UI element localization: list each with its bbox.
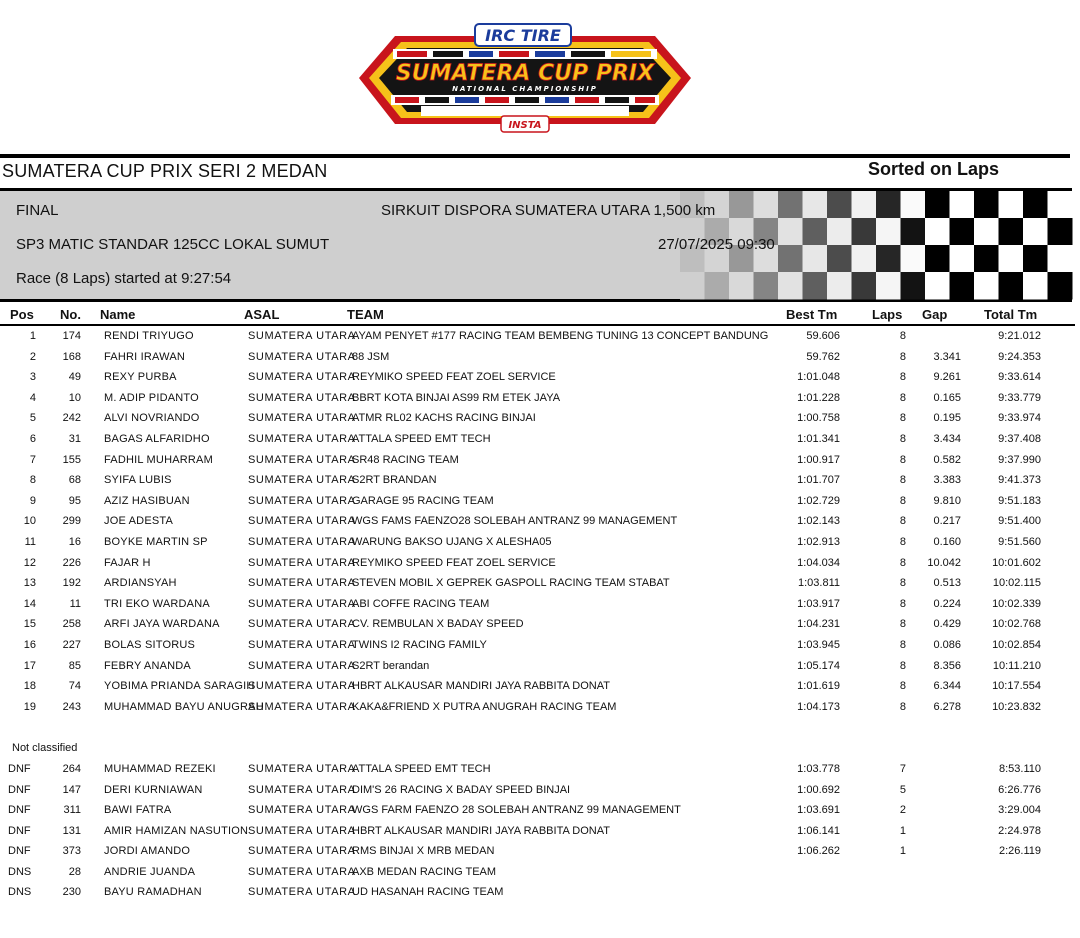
- total-time-cell: 9:33.974: [998, 412, 1041, 425]
- team-cell: DIM'S 26 RACING X BADAY SPEED BINJAI: [352, 783, 571, 796]
- laps-cell: 8: [899, 412, 906, 425]
- pos-cell: 4: [29, 391, 36, 404]
- name-cell: DERI KURNIAWAN: [104, 783, 203, 796]
- race-class: SP3 MATIC STANDAR 125CC LOKAL SUMUT: [16, 236, 330, 253]
- gap-cell: 0.086: [933, 639, 961, 651]
- asal-cell: SUMATERA UTARA: [248, 515, 356, 528]
- table-header-divider: [0, 324, 1075, 326]
- pos-cell: 18: [23, 680, 36, 693]
- sumatera-cup-prix-logo: [355, 22, 695, 134]
- best-time-cell: 1:01.619: [797, 680, 840, 693]
- asal-cell: SUMATERA UTARA: [248, 330, 356, 342]
- gap-cell: 0.195: [933, 412, 961, 425]
- gap-cell: 3.341: [933, 350, 961, 363]
- laps-cell: 7: [899, 763, 906, 775]
- table-row: [0, 327, 1080, 347]
- gap-cell: 0.582: [933, 453, 961, 466]
- pos-cell: DNF: [8, 804, 31, 816]
- pos-cell: DNF: [8, 845, 31, 857]
- total-time-cell: 9:21.012: [998, 330, 1041, 342]
- number-cell: 31: [68, 433, 81, 445]
- number-cell: 242: [62, 412, 81, 425]
- table-row: [0, 492, 1080, 512]
- pos-cell: 5: [29, 412, 36, 425]
- col-best: Best Tm: [786, 307, 838, 322]
- total-time-cell: 10:02.115: [992, 577, 1041, 590]
- pos-cell: 8: [29, 474, 36, 487]
- gap-cell: 6.344: [933, 680, 961, 693]
- team-cell: WGS FAMS FAENZO28 SOLEBAH ANTRANZ 99 MANAGEMENT: [352, 515, 678, 528]
- laps-cell: 2: [899, 804, 906, 816]
- gap-cell: 0.165: [933, 391, 961, 404]
- col-name: Name: [100, 307, 136, 322]
- asal-cell: SUMATERA UTARA: [248, 639, 356, 651]
- asal-cell: SUMATERA UTARA: [248, 783, 356, 796]
- table-row: [0, 595, 1080, 615]
- col-gap: Gap: [922, 307, 948, 322]
- gap-cell: 3.434: [933, 433, 961, 445]
- table-row: [0, 801, 1080, 821]
- laps-cell: 8: [899, 391, 906, 404]
- total-time-cell: 9:37.990: [998, 453, 1041, 466]
- name-cell: ARDIANSYAH: [104, 577, 177, 590]
- total-time-cell: 9:24.353: [998, 350, 1041, 363]
- pos-cell: 6: [29, 433, 36, 445]
- name-cell: M. ADIP PIDANTO: [104, 391, 199, 404]
- best-time-cell: 59.606: [806, 330, 840, 342]
- number-cell: 168: [62, 350, 81, 363]
- team-cell: BBRT KOTA BINJAI AS99 RM ETEK JAYA: [352, 391, 561, 404]
- logo-sponsor: INSTA: [508, 120, 542, 131]
- col-asal: ASAL: [244, 307, 280, 322]
- name-cell: AZIZ HASIBUAN: [104, 494, 190, 507]
- gap-cell: 8.356: [933, 659, 961, 672]
- table-row: [0, 533, 1080, 553]
- name-cell: YOBIMA PRIANDA SARAGIH: [104, 680, 255, 693]
- team-cell: CV. REMBULAN X BADAY SPEED: [352, 618, 524, 631]
- gap-cell: 6.278: [933, 700, 961, 713]
- asal-cell: SUMATERA UTARA: [248, 700, 356, 713]
- asal-cell: SUMATERA UTARA: [248, 618, 356, 631]
- number-cell: 16: [68, 536, 81, 548]
- laps-cell: 8: [899, 494, 906, 507]
- total-time-cell: 10:23.832: [992, 700, 1041, 713]
- table-row: [0, 368, 1080, 388]
- best-time-cell: 1:02.913: [797, 536, 840, 548]
- logo-brand: IRC TIRE: [485, 26, 561, 45]
- number-cell: 85: [68, 659, 81, 672]
- name-cell: JORDI AMANDO: [104, 845, 191, 857]
- team-cell: TWINS I2 RACING FAMILY: [352, 639, 487, 651]
- pos-cell: DNF: [8, 783, 31, 796]
- laps-cell: 8: [899, 639, 906, 651]
- pos-cell: 12: [23, 556, 36, 569]
- gap-cell: 0.217: [933, 515, 961, 528]
- total-time-cell: 2:24.978: [998, 824, 1041, 837]
- laps-cell: 8: [899, 453, 906, 466]
- gap-cell: 0.513: [933, 577, 961, 590]
- asal-cell: SUMATERA UTARA: [248, 659, 356, 672]
- total-time-cell: 9:51.560: [998, 536, 1041, 548]
- best-time-cell: 1:00.758: [797, 412, 840, 425]
- laps-cell: 8: [899, 330, 906, 342]
- pos-cell: DNF: [8, 824, 31, 837]
- pos-cell: 13: [23, 577, 36, 590]
- session-label: FINAL: [16, 202, 59, 219]
- number-cell: 95: [68, 494, 81, 507]
- table-row: [0, 451, 1080, 471]
- number-cell: 299: [62, 515, 81, 528]
- team-cell: HBRT ALKAUSAR MANDIRI JAYA RABBITA DONAT: [352, 680, 610, 693]
- team-cell: ATTALA SPEED EMT TECH: [352, 433, 491, 445]
- laps-cell: 8: [899, 371, 906, 384]
- event-title: SUMATERA CUP PRIX SERI 2 MEDAN: [2, 161, 328, 181]
- table-row: [0, 636, 1080, 656]
- total-time-cell: 3:29.004: [998, 804, 1041, 816]
- col-pos: Pos: [10, 307, 34, 322]
- total-time-cell: 10:11.210: [992, 659, 1041, 672]
- pos-cell: 17: [23, 659, 36, 672]
- name-cell: ALVI NOVRIANDO: [104, 412, 200, 425]
- team-cell: REYMIKO SPEED FEAT ZOEL SERVICE: [352, 556, 556, 569]
- total-time-cell: 9:33.779: [998, 391, 1041, 404]
- team-cell: 88 JSM: [352, 350, 390, 363]
- table-row: [0, 554, 1080, 574]
- best-time-cell: 1:00.692: [797, 783, 840, 796]
- logo-subtitle: NATIONAL CHAMPIONSHIP: [452, 85, 598, 93]
- race-datetime: 27/07/2025 09:30: [658, 236, 775, 253]
- asal-cell: SUMATERA UTARA: [248, 474, 356, 487]
- number-cell: 243: [62, 700, 81, 713]
- number-cell: 28: [68, 865, 81, 878]
- number-cell: 74: [68, 680, 81, 693]
- best-time-cell: 1:04.034: [797, 556, 840, 569]
- name-cell: ARFI JAYA WARDANA: [104, 618, 220, 631]
- number-cell: 264: [62, 763, 81, 775]
- pos-cell: DNS: [8, 865, 32, 878]
- asal-cell: SUMATERA UTARA: [248, 824, 356, 837]
- number-cell: 227: [62, 639, 81, 651]
- asal-cell: SUMATERA UTARA: [248, 371, 356, 384]
- pos-cell: 10: [23, 515, 36, 528]
- pos-cell: 1: [29, 330, 36, 342]
- laps-cell: 1: [899, 845, 906, 857]
- number-cell: 192: [62, 577, 81, 590]
- table-row: [0, 822, 1080, 842]
- number-cell: 10: [68, 391, 81, 404]
- not-classified-label: Not classified: [12, 742, 78, 754]
- col-team: TEAM: [347, 307, 384, 322]
- asal-cell: SUMATERA UTARA: [248, 597, 356, 610]
- number-cell: 258: [62, 618, 81, 631]
- number-cell: 11: [69, 597, 81, 610]
- col-laps: Laps: [872, 307, 903, 322]
- laps-cell: 8: [899, 474, 906, 487]
- name-cell: RENDI TRIYUGO: [104, 330, 194, 342]
- table-row: [0, 863, 1080, 883]
- total-time-cell: 10:02.768: [992, 618, 1041, 631]
- number-cell: 147: [62, 783, 81, 796]
- asal-cell: SUMATERA UTARA: [248, 763, 356, 775]
- pos-cell: 2: [29, 350, 36, 363]
- name-cell: REXY PURBA: [104, 371, 177, 384]
- asal-cell: SUMATERA UTARA: [248, 577, 356, 590]
- pos-cell: 19: [23, 700, 36, 713]
- best-time-cell: 1:04.173: [797, 700, 840, 713]
- asal-cell: SUMATERA UTARA: [248, 412, 356, 425]
- table-row: [0, 348, 1080, 368]
- asal-cell: SUMATERA UTARA: [248, 556, 356, 569]
- name-cell: SYIFA LUBIS: [104, 474, 172, 487]
- team-cell: RMS BINJAI X MRB MEDAN: [352, 845, 495, 857]
- name-cell: AMIR HAMIZAN NASUTION: [104, 824, 249, 837]
- number-cell: 49: [68, 371, 81, 384]
- laps-cell: 8: [899, 515, 906, 528]
- gap-cell: 0.224: [933, 597, 961, 610]
- total-time-cell: 6:26.776: [998, 783, 1041, 796]
- table-row: [0, 430, 1080, 450]
- best-time-cell: 1:01.228: [797, 391, 840, 404]
- name-cell: ANDRIE JUANDA: [104, 865, 196, 878]
- best-time-cell: 59.762: [806, 350, 840, 363]
- table-row: [0, 389, 1080, 409]
- best-time-cell: 1:05.174: [797, 659, 840, 672]
- best-time-cell: 1:01.707: [797, 474, 840, 487]
- laps-cell: 8: [899, 659, 906, 672]
- pos-cell: DNS: [8, 886, 32, 898]
- gap-cell: 3.383: [933, 474, 961, 487]
- title-divider: [0, 154, 1070, 158]
- name-cell: MUHAMMAD BAYU ANUGRAH: [104, 700, 264, 713]
- laps-cell: 8: [899, 350, 906, 363]
- asal-cell: SUMATERA UTARA: [248, 350, 356, 363]
- name-cell: MUHAMMAD REZEKI: [104, 763, 216, 775]
- logo-title: SUMATERA CUP PRIX: [395, 61, 655, 86]
- team-cell: GARAGE 95 RACING TEAM: [352, 494, 494, 507]
- table-row: [0, 677, 1080, 697]
- total-time-cell: 9:41.373: [998, 474, 1041, 487]
- gap-cell: 10.042: [927, 556, 961, 569]
- table-row: [0, 615, 1080, 635]
- circuit-label: SIRKUIT DISPORA SUMATERA UTARA 1,500 km: [381, 202, 716, 219]
- number-cell: 155: [62, 453, 81, 466]
- laps-cell: 8: [899, 597, 906, 610]
- pos-cell: 11: [24, 536, 36, 548]
- number-cell: 230: [62, 886, 81, 898]
- name-cell: BAWI FATRA: [104, 804, 172, 816]
- team-cell: AYAM PENYET #177 RACING TEAM BEMBENG TUNING 13 CONCEPT BANDUNG: [352, 330, 769, 342]
- team-cell: AXB MEDAN RACING TEAM: [352, 865, 497, 878]
- asal-cell: SUMATERA UTARA: [248, 680, 356, 693]
- team-cell: ATMR RL02 KACHS RACING BINJAI: [352, 412, 536, 425]
- col-total: Total Tm: [984, 307, 1038, 322]
- table-row: [0, 657, 1080, 677]
- total-time-cell: 10:01.602: [992, 556, 1041, 569]
- asal-cell: SUMATERA UTARA: [248, 845, 356, 857]
- race-info: Race (8 Laps) started at 9:27:54: [16, 270, 232, 287]
- number-cell: 311: [63, 804, 81, 816]
- team-cell: WARUNG BAKSO UJANG X ALESHA05: [352, 536, 552, 548]
- laps-cell: 8: [899, 433, 906, 445]
- laps-cell: 8: [899, 556, 906, 569]
- name-cell: FAJAR H: [104, 556, 151, 569]
- total-time-cell: 9:51.400: [998, 515, 1041, 528]
- gap-cell: 0.429: [933, 618, 961, 631]
- team-cell: REYMIKO SPEED FEAT ZOEL SERVICE: [352, 371, 556, 384]
- asal-cell: SUMATERA UTARA: [248, 494, 356, 507]
- gap-cell: 9.810: [933, 494, 961, 507]
- total-time-cell: 8:53.110: [998, 763, 1041, 775]
- laps-cell: 8: [899, 536, 906, 548]
- laps-cell: 8: [899, 680, 906, 693]
- team-cell: S2RT berandan: [352, 659, 430, 672]
- table-row: [0, 574, 1080, 594]
- name-cell: BAGAS ALFARIDHO: [104, 433, 210, 445]
- pos-cell: DNF: [8, 763, 31, 775]
- name-cell: FAHRI IRAWAN: [104, 350, 186, 363]
- number-cell: 226: [62, 556, 81, 569]
- team-cell: ATTALA SPEED EMT TECH: [352, 763, 491, 775]
- best-time-cell: 1:03.945: [797, 639, 840, 651]
- total-time-cell: 10:17.554: [992, 680, 1041, 693]
- team-cell: ABI COFFE RACING TEAM: [352, 597, 490, 610]
- name-cell: TRI EKO WARDANA: [104, 597, 210, 610]
- race-header: [0, 188, 1072, 302]
- best-time-cell: 1:01.048: [797, 371, 840, 384]
- table-row: [0, 781, 1080, 801]
- pos-cell: 14: [23, 597, 36, 610]
- best-time-cell: 1:02.729: [797, 494, 840, 507]
- pos-cell: 9: [29, 494, 36, 507]
- laps-cell: 8: [899, 577, 906, 590]
- total-time-cell: 10:02.339: [992, 597, 1041, 610]
- laps-cell: 1: [899, 824, 906, 837]
- name-cell: BAYU RAMADHAN: [104, 886, 202, 898]
- number-cell: 68: [68, 474, 81, 487]
- total-time-cell: 9:37.408: [998, 433, 1041, 445]
- asal-cell: SUMATERA UTARA: [248, 453, 356, 466]
- name-cell: FEBRY ANANDA: [104, 659, 191, 672]
- name-cell: BOLAS SITORUS: [104, 639, 196, 651]
- team-cell: KAKA&FRIEND X PUTRA ANUGRAH RACING TEAM: [352, 700, 617, 713]
- laps-cell: 5: [899, 783, 906, 796]
- asal-cell: SUMATERA UTARA: [248, 391, 356, 404]
- table-row: [0, 512, 1080, 532]
- team-cell: SR48 RACING TEAM: [352, 453, 459, 466]
- laps-cell: 8: [899, 700, 906, 713]
- best-time-cell: 1:00.917: [797, 453, 840, 466]
- name-cell: FADHIL MUHARRAM: [104, 453, 213, 466]
- best-time-cell: 1:03.917: [797, 597, 840, 610]
- pos-cell: 15: [23, 618, 36, 631]
- best-time-cell: 1:06.141: [797, 824, 840, 837]
- asal-cell: SUMATERA UTARA: [248, 804, 356, 816]
- table-row: [0, 760, 1080, 780]
- team-cell: HBRT ALKAUSAR MANDIRI JAYA RABBITA DONAT: [352, 824, 610, 837]
- team-cell: S2RT BRANDAN: [352, 474, 437, 487]
- gap-cell: 0.160: [933, 536, 961, 548]
- table-row: [0, 842, 1080, 862]
- asal-cell: SUMATERA UTARA: [248, 433, 356, 445]
- gap-cell: 9.261: [933, 371, 961, 384]
- table-row: [0, 409, 1080, 429]
- name-cell: BOYKE MARTIN SP: [104, 536, 208, 548]
- number-cell: 131: [62, 824, 81, 837]
- team-cell: WGS FARM FAENZO 28 SOLEBAH ANTRANZ 99 MANAGEMENT: [352, 804, 681, 816]
- total-time-cell: 2:26.119: [998, 845, 1041, 857]
- col-no: No.: [60, 307, 81, 322]
- total-time-cell: 9:33.614: [998, 371, 1041, 384]
- number-cell: 174: [62, 330, 81, 342]
- best-time-cell: 1:03.778: [797, 763, 840, 775]
- laps-cell: 8: [899, 618, 906, 631]
- asal-cell: SUMATERA UTARA: [248, 886, 356, 898]
- name-cell: JOE ADESTA: [104, 515, 174, 528]
- number-cell: 373: [62, 845, 81, 857]
- best-time-cell: 1:02.143: [797, 515, 840, 528]
- pos-cell: 16: [23, 639, 36, 651]
- team-cell: UD HASANAH RACING TEAM: [352, 886, 504, 898]
- total-time-cell: 10:02.854: [992, 639, 1041, 651]
- sort-label: Sorted on Laps: [868, 159, 1000, 179]
- team-cell: STEVEN MOBIL X GEPREK GASPOLL RACING TEAM STABAT: [352, 577, 670, 590]
- total-time-cell: 9:51.183: [998, 494, 1041, 507]
- asal-cell: SUMATERA UTARA: [248, 865, 356, 878]
- best-time-cell: 1:01.341: [797, 433, 840, 445]
- table-row: [0, 471, 1080, 491]
- best-time-cell: 1:06.262: [797, 845, 840, 857]
- pos-cell: 7: [29, 453, 36, 466]
- pos-cell: 3: [29, 371, 36, 384]
- best-time-cell: 1:04.231: [797, 618, 840, 631]
- asal-cell: SUMATERA UTARA: [248, 536, 356, 548]
- best-time-cell: 1:03.811: [797, 577, 840, 590]
- table-row: [0, 698, 1080, 718]
- best-time-cell: 1:03.691: [797, 804, 840, 816]
- table-row: [0, 883, 1080, 903]
